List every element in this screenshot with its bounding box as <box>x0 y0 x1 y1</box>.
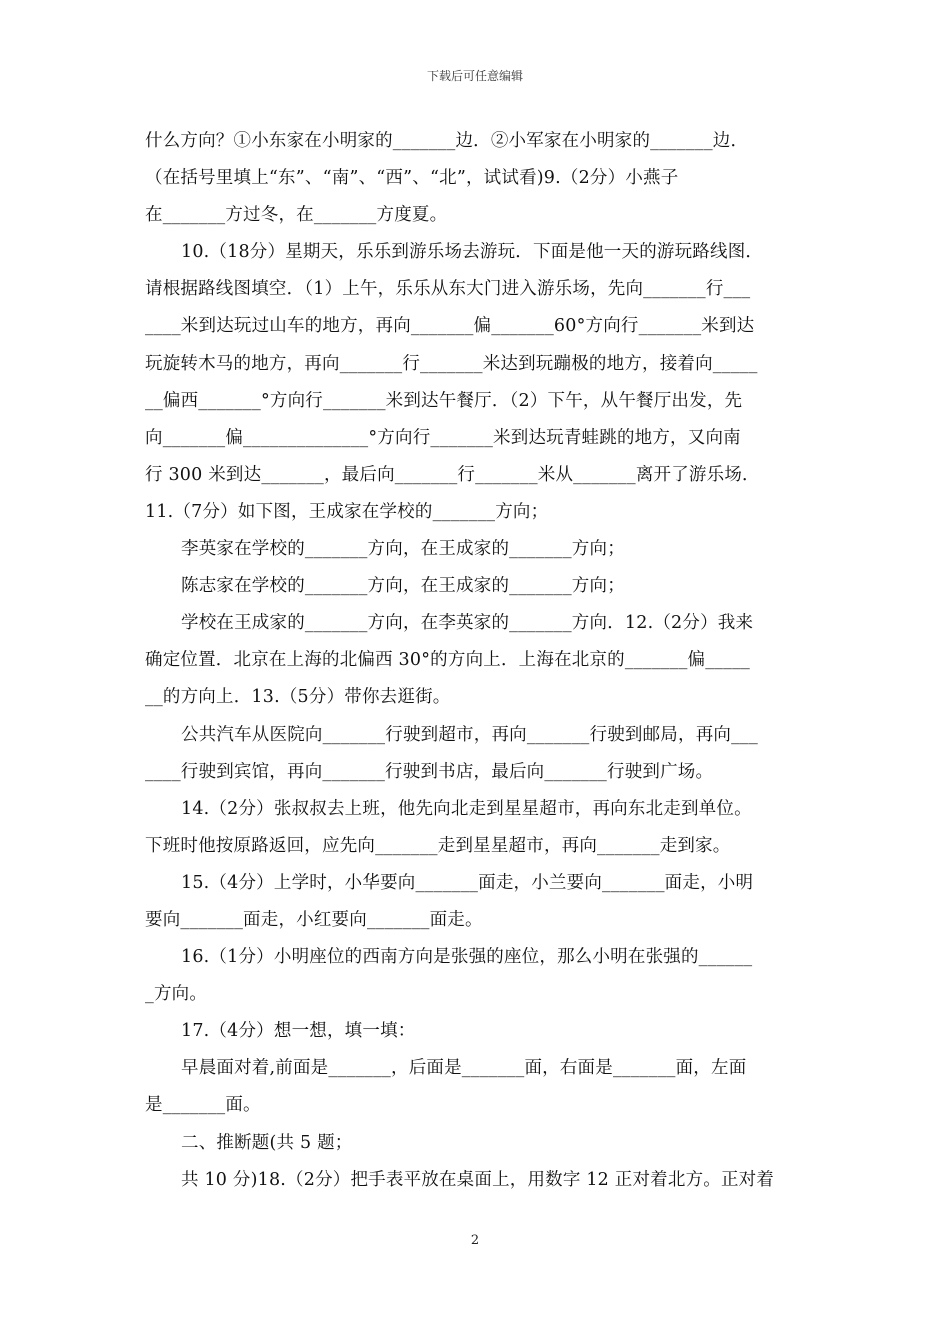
text-line: 下班时他按原路返回，应先向_______走到星星超市，再向_______走到家。 <box>145 835 731 856</box>
page-header: 下载后可任意编辑 <box>426 69 523 83</box>
text-line: 李英家在学校的_______方向，在王成家的_______方向； <box>181 539 625 560</box>
text-line: ____米到达玩过山车的地方，再向_______偏_______60°方向行_______米到达 <box>145 316 755 337</box>
text-line: 学校在王成家的_______方向，在李英家的_______方向．12.（2分）我来 <box>181 613 754 634</box>
text-line: 向_______偏______________°方向行_______米到达玩青蛙跳的地方，又向南 <box>145 427 741 448</box>
text-line: 10.（18分）星期天，乐乐到游乐场去游玩．下面是他一天的游玩路线图． <box>181 242 764 263</box>
text-line: 17.（4分）想一想，填一填： <box>181 1021 416 1042</box>
text-line: 行 300 米到达_______，最后向_______行_______米从_______离开了游乐场． <box>145 464 760 485</box>
text-line: 早晨面对着,前面是_______，后面是_______面，右面是_______面，左面 <box>181 1058 747 1079</box>
text-line: 11.（7分）如下图，王成家在学校的_______方向； <box>145 501 549 522</box>
text-line: 要向_______面走，小红要向_______面走。 <box>145 909 483 930</box>
text-line: 共 10 分)18.（2分）把手表平放在桌面上，用数字 12 正对着北方。正对着 <box>181 1169 775 1190</box>
document-body <box>145 127 811 1203</box>
text-line: 二、推断题(共 5 题； <box>181 1132 353 1153</box>
text-line: __的方向上．13.（5分）带你去逛街。 <box>145 687 451 708</box>
text-line: 在_______方过冬，在_______方度夏。 <box>145 205 448 226</box>
text-line: 什么方向？①小东家在小明家的_______边．②小军家在小明家的_______边． <box>145 131 749 151</box>
text-line: 14.（2分）张叔叔去上班，他先向北走到星星超市，再向东北走到单位。 <box>181 798 752 819</box>
text-line: （在括号里填上“东”、“南”、“西”、“北”，试试看)9.（2分）小燕子 <box>145 168 679 189</box>
text-line: 15.（4分）上学时，小华要向_______面走，小兰要向_______面走，小明 <box>181 872 754 893</box>
text-line: 公共汽车从医院向_______行驶到超市，再向_______行驶到邮局，再向___ <box>181 724 758 745</box>
text-line: 玩旋转木马的地方，再向_______行_______米达到玩蹦极的地方，接着向_____ <box>145 353 758 374</box>
text-line: __偏西_______°方向行_______米到达午餐厅．（2）下午，从午餐厅出发，先 <box>145 390 743 411</box>
text-line: _方向。 <box>145 984 208 1005</box>
text-line: 陈志家在学校的_______方向，在王成家的_______方向； <box>181 576 625 597</box>
text-line: ____行驶到宾馆，再向_______行驶到书店，最后向_______行驶到广场。 <box>145 761 714 782</box>
text-line: 确定位置．北京在上海的北偏西 30°的方向上．上海在北京的_______偏_____ <box>145 650 750 671</box>
text-line: 16.（1分）小明座位的西南方向是张强的座位，那么小明在张强的______ <box>181 947 753 968</box>
text-line: 请根据路线图填空．（1）上午，乐乐从东大门进入游乐场，先向_______行___ <box>145 279 751 300</box>
text-line: 是_______面。 <box>145 1095 261 1116</box>
page-number: 2 <box>470 1233 480 1248</box>
